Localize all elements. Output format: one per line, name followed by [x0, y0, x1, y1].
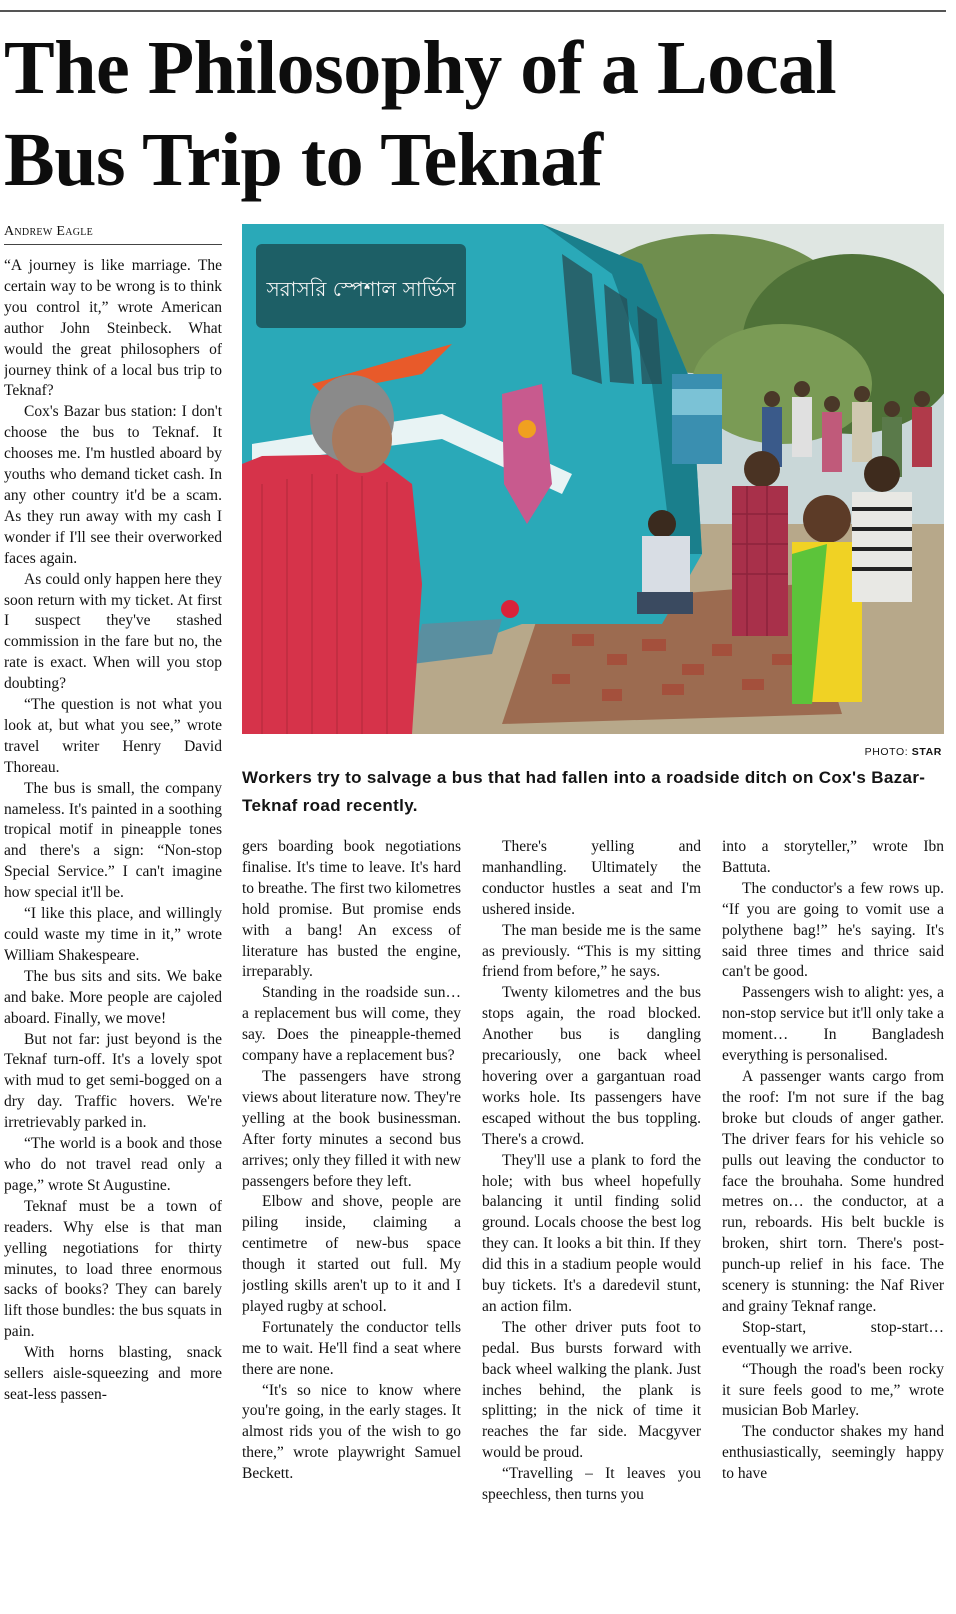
- headline: The Philosophy of a Local Bus Trip to Teknaf: [4, 26, 837, 202]
- photo-caption: Workers try to salvage a bus that had fallen into a roadside ditch on Cox's Bazar-Teknaf road recently.: [242, 768, 926, 815]
- paragraph: But not far: just beyond is the Teknaf turn-off. It's a lovely spot with mud to get semi-bogged on a dry day. Traffic hovers. We're irretrievably parked in.: [4, 1030, 222, 1132]
- paragraph: The conductor shakes my hand enthusiastically, seemingly happy to have: [722, 1423, 944, 1483]
- paragraph: The bus is small, the company nameless. It's painted in a soothing tropical motif in pineapple tones and there's a sign: “Non-stop Special Service.” I can't imagine how special it'll be.: [4, 779, 222, 902]
- paragraph: gers boarding book negotiations finalise. It's time to leave. It's hard to breathe. The first two kilometres hold promise. But promise ends with a bang! An excess of literature has busted the engine, irreparably.: [242, 838, 461, 981]
- paragraph: The bus sits and sits. We bake and bake. More people are cajoled aboard. Finally, we move!: [4, 967, 222, 1027]
- byline: Andrew Eagle: [4, 224, 222, 245]
- news-photo: [242, 224, 944, 734]
- paragraph: “Travelling – It leaves you speechless, then turns you: [482, 1465, 701, 1504]
- paragraph: The conductor's a few rows up. “If you are going to vomit use a polythene bag!” he's saying. It's said three times and thrice said can't be good.: [722, 879, 944, 981]
- paragraph: Teknaf must be a town of readers. Why else is that man yelling negotiations for thirty minutes, to load three enormous sacks of books? They can barely lift those bundles: the bus squats in pain.: [4, 1197, 222, 1341]
- paragraph: Elbow and shove, people are piling inside, claiming a centimetre of new-bus space though it started out full. My jostling skills aren't up to it and I played rugby at school.: [242, 1193, 461, 1315]
- paragraph: “I like this place, and willingly could waste my time in it,” wrote William Shakespeare.: [4, 905, 222, 964]
- paragraph: They'll use a plank to ford the hole; with bus wheel hopefully balancing it until finding solid ground. Locals choose the best log they can. It looks a bit thin. If they did this in a stadium people would buy tickets. It's a daredevil stunt, an action film.: [482, 1151, 701, 1315]
- paragraph: “A journey is like marriage. The certain way to be wrong is to think you control it,” wrote American author John Steinbeck. What would the great philosophers of journey think of a local bus trip to Teknaf?: [4, 257, 222, 400]
- paragraph: As could only happen here they soon return with my ticket. At first I suspect they've stashed commission in the fare but no, the rate is exact. When will you stop doubting?: [4, 570, 222, 693]
- photo-credit: [865, 746, 942, 758]
- photo-credit-source: STAR: [911, 746, 942, 758]
- paragraph: Fortunately the conductor tells me to wait. He'll find a seat where there are none.: [242, 1318, 461, 1378]
- photo-credit-prefix: PHOTO:: [864, 746, 912, 758]
- article-column-4: [722, 837, 944, 1607]
- article-column-3: [482, 837, 701, 1607]
- top-rule: [0, 10, 946, 12]
- paragraph: “Though the road's been rocky it sure feels good to me,” wrote musician Bob Marley.: [722, 1360, 944, 1420]
- paragraph: The other driver puts foot to pedal. Bus bursts forward with back wheel walking the plank. Just inches behind, the plank is splitting; in the nick of time it reaches the far side. Macgyver would be proud.: [482, 1318, 701, 1462]
- paragraph: Standing in the roadside sun… a replacement bus will come, they say. Does the pineapple-themed company have a replacement bus?: [242, 984, 461, 1065]
- paragraph: Twenty kilometres and the bus stops again, the road blocked. Another bus is dangling precariously, one back wheel hovering over a gargantuan road works hole. Its passengers have escaped without the bus toppling. There's a crowd.: [482, 984, 701, 1148]
- paragraph: “It's so nice to know where you're going, in the early stages. It almost rids you of the wish to go there,” wrote playwright Samuel Beckett.: [242, 1381, 461, 1483]
- article-column-1: [4, 256, 222, 1606]
- paragraph: “The world is a book and those who do not travel read only a page,” wrote St Augustine.: [4, 1135, 222, 1194]
- paragraph: into a storyteller,” wrote Ibn Battuta.: [722, 838, 944, 876]
- article-column-2: [242, 837, 461, 1607]
- paragraph: With horns blasting, snack sellers aisle-squeezing and more seat-less passen-: [4, 1344, 222, 1403]
- bus-sign-text: সরাসরি স্পেশাল সার্ভিস: [266, 277, 456, 301]
- paragraph: Cox's Bazar bus station: I don't choose the bus to Teknaf. It chooses me. I'm hustled aboard by youths who demand ticket cash. In any other country it'd be a scam. As they run away with my cash I wonder if I'll see their overworked faces again.: [4, 403, 222, 567]
- paragraph: The passengers have strong views about literature now. They're yelling at the book businessman. After forty minutes a second bus arrives; only they filled it with new passengers before they left.: [242, 1067, 461, 1190]
- paragraph: There's yelling and manhandling. Ultimately the conductor hustles a seat and I'm ushered inside.: [482, 838, 701, 918]
- paragraph: Stop-start, stop-start… eventually we arrive.: [722, 1318, 944, 1357]
- paragraph: “The question is not what you look at, but what you see,” wrote travel writer Henry David Thoreau.: [4, 696, 222, 776]
- paragraph: A passenger wants cargo from the roof: I'm not sure if the bag broke but clouds of anger gather. The driver fears for his vehicle so pulls out leaving the conductor to face the brouhaha. Some hundred metres on… the conductor, at a run, reboards. His belt buckle is broken, shirt torn. There's post-punch-up relief in his face. The scenery is stunning: the Naf River and grainy Teknaf range.: [722, 1067, 944, 1315]
- paragraph: Passengers wish to alight: yes, a non-stop service but it'll only take a moment… In Bangladesh everything is personalised.: [722, 984, 944, 1065]
- paragraph: The man beside me is the same as previously. “This is my sitting friend from before,” he says.: [482, 921, 701, 981]
